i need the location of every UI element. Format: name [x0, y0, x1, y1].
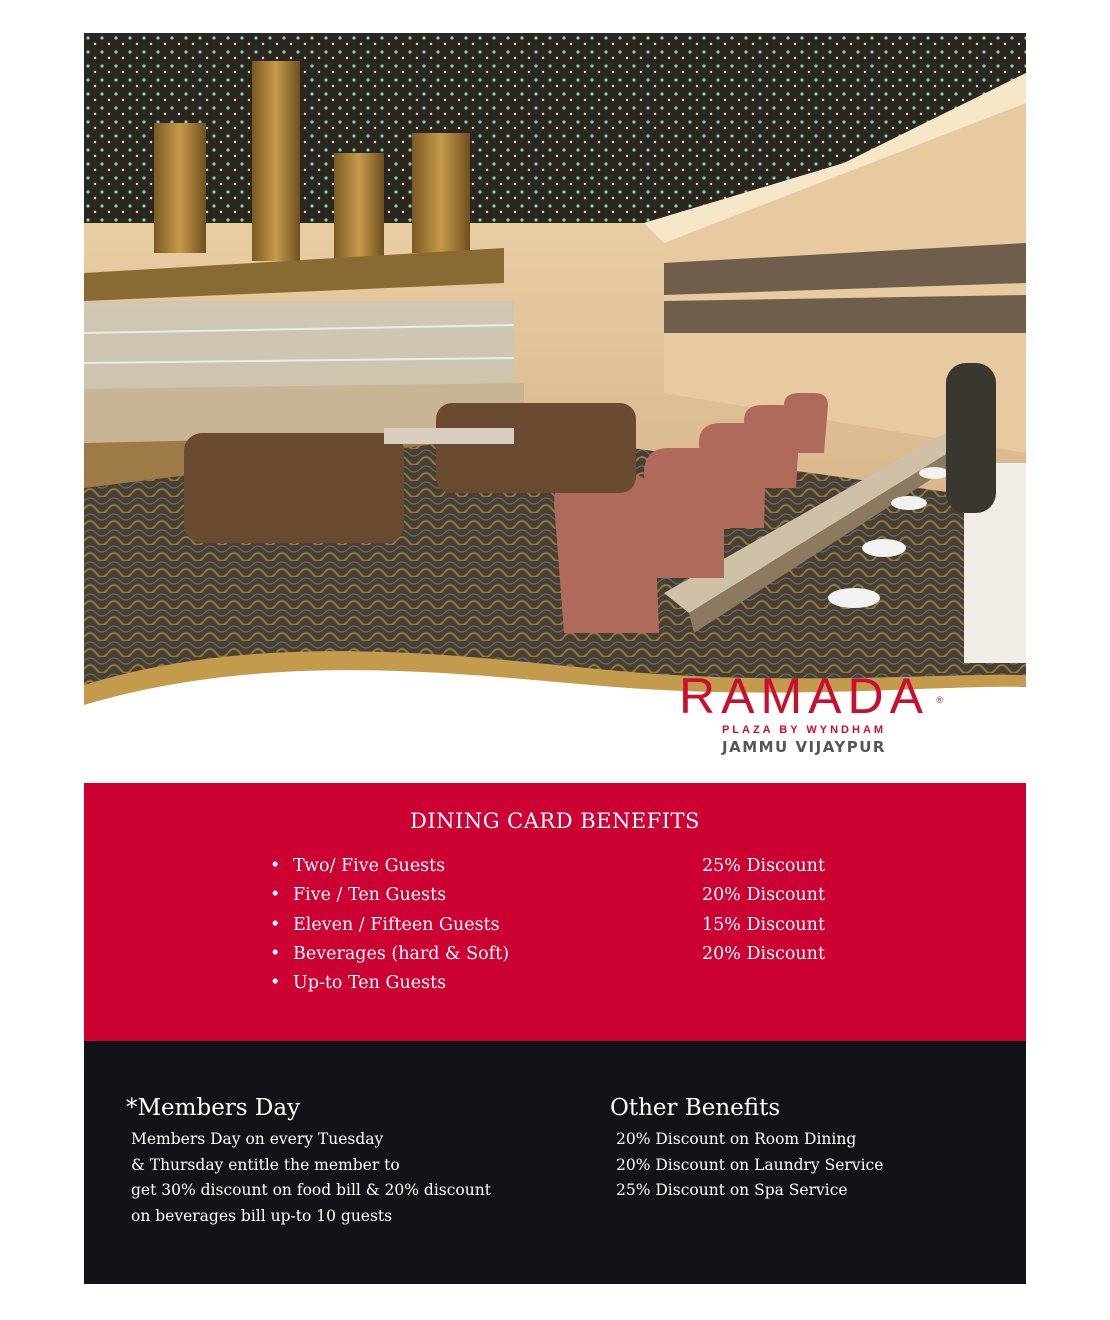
benefit-list — [270, 856, 870, 1002]
members-day-line: on beverages bill up-to 10 guests — [131, 1206, 393, 1225]
benefit-row — [270, 973, 870, 1002]
logo-wordmark — [679, 668, 943, 724]
brand-subtitle: PLAZA BY WYNDHAM — [721, 724, 887, 736]
dining-card-section — [84, 783, 1026, 1041]
members-day-line: Members Day on every Tuesday — [131, 1130, 384, 1148]
ramada-logo — [644, 670, 964, 756]
other-benefits-list — [616, 1127, 883, 1204]
benefit-discount: 20% Discount — [702, 943, 825, 964]
members-day-line: get 30% discount on food bill & 20% discount — [131, 1181, 491, 1199]
benefit-discount: 15% Discount — [702, 914, 825, 935]
bullet-icon: • — [270, 943, 281, 964]
other-benefit-item: 25% Discount on Spa Service — [616, 1181, 848, 1199]
other-benefit-item: 20% Discount on Room Dining — [616, 1130, 857, 1148]
members-day-text — [131, 1127, 491, 1229]
benefit-row — [270, 915, 870, 944]
bullet-icon: • — [270, 885, 281, 906]
benefit-label: Five / Ten Guests — [293, 885, 447, 906]
benefit-label: Beverages (hard & Soft) — [293, 943, 510, 964]
benefit-discount: 20% Discount — [702, 885, 825, 906]
members-day-title: *Members Day — [126, 1095, 301, 1121]
bullet-icon: • — [270, 914, 281, 935]
benefit-label: Eleven / Fifteen Guests — [293, 914, 500, 935]
members-day-line: & Thursday entitle the member to — [131, 1155, 400, 1174]
benefit-label: Two/ Five Guests — [293, 856, 446, 876]
bullet-icon: • — [270, 856, 281, 876]
benefit-row — [270, 856, 870, 885]
members-section — [84, 1041, 1026, 1284]
dining-card-title: DINING CARD BENEFITS — [410, 809, 700, 833]
other-benefit-item: 20% Discount on Laundry Service — [616, 1155, 884, 1174]
other-benefits-title: Other Benefits — [610, 1095, 781, 1121]
benefit-row — [270, 944, 870, 973]
benefit-discount: 25% Discount — [702, 856, 825, 876]
benefit-label: Up-to Ten Guests — [293, 973, 447, 994]
brand-location: JAMMU VIJAYPUR — [722, 738, 886, 756]
bullet-icon: • — [270, 973, 281, 994]
registered-mark: ® — [936, 695, 943, 705]
restaurant-photo — [84, 33, 1026, 783]
benefit-row — [270, 885, 870, 914]
brand-name: RAMADA — [679, 668, 929, 724]
dining-card-flyer — [84, 33, 1026, 1284]
